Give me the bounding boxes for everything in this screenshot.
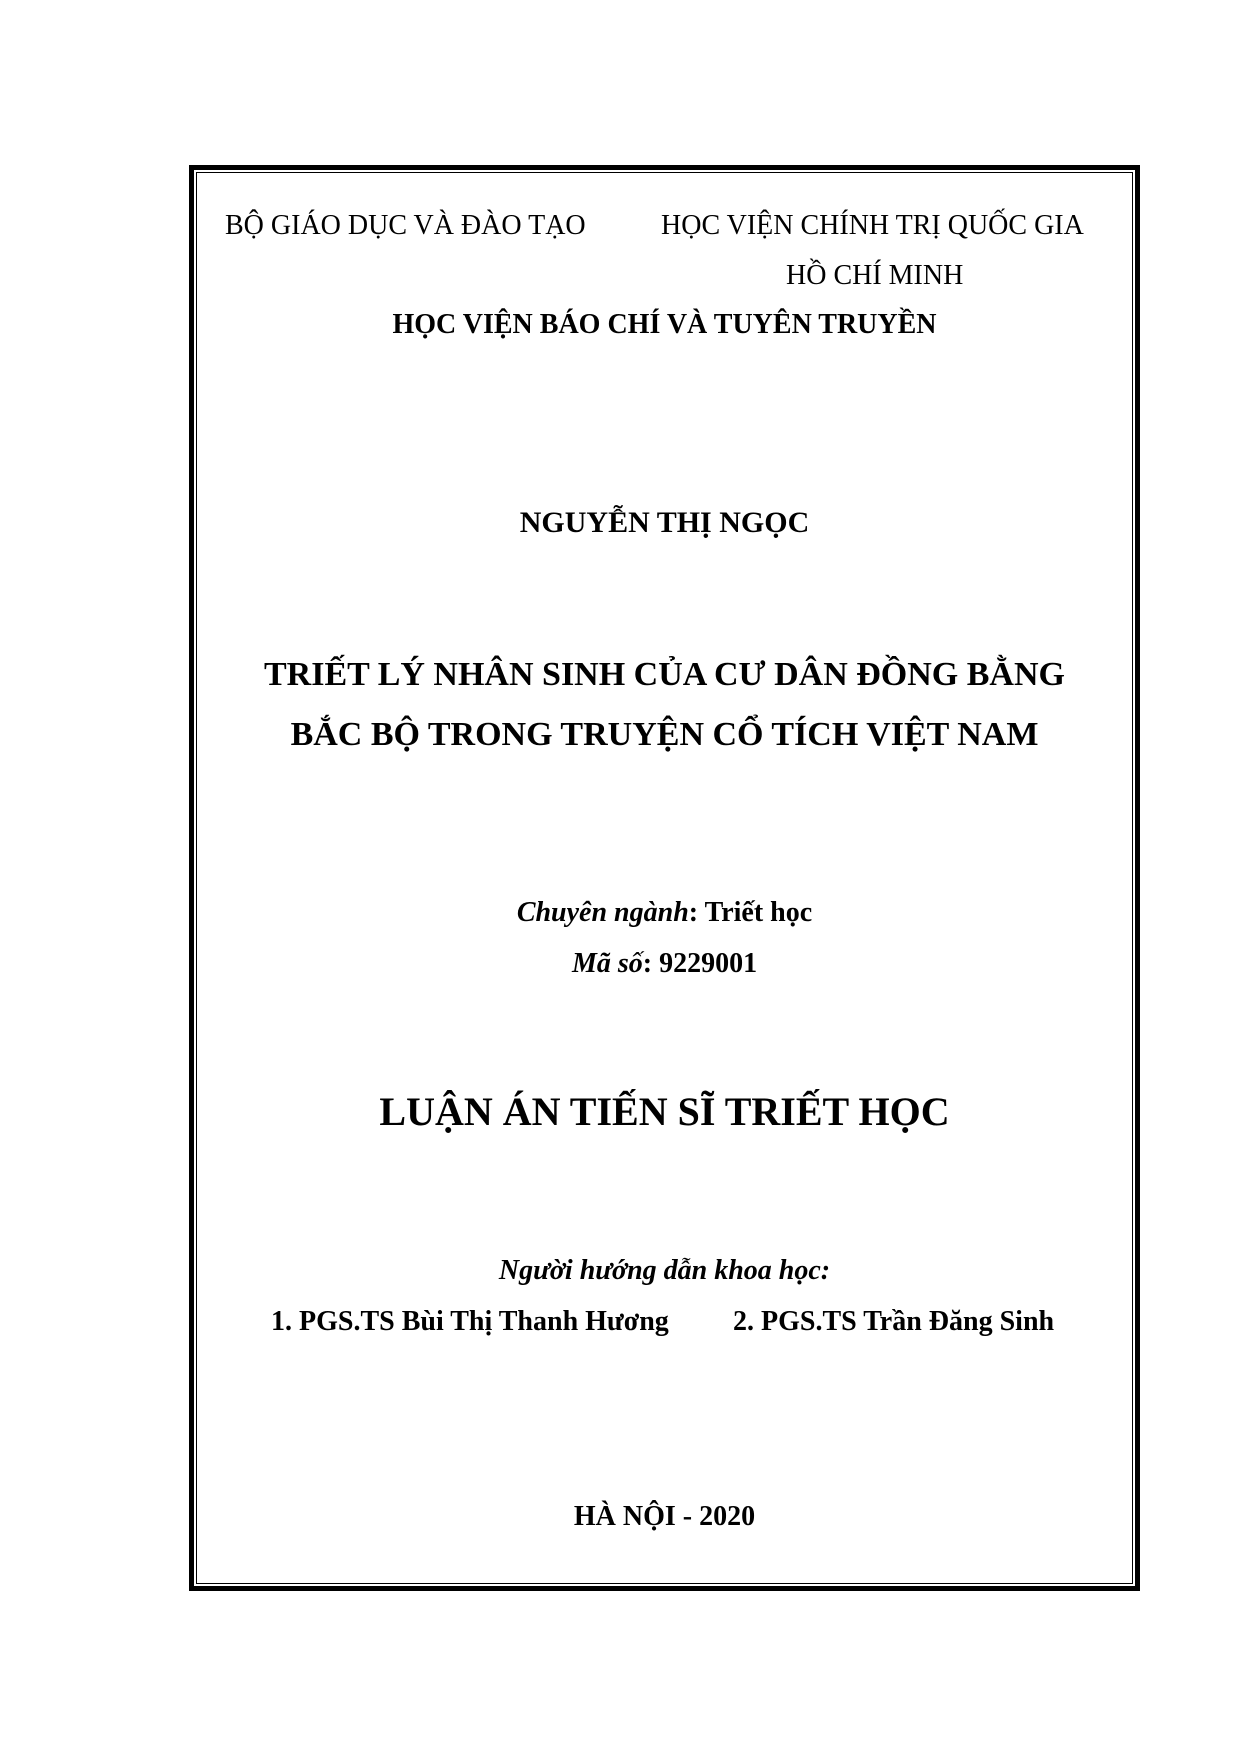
program-code-value: 9229001	[659, 948, 758, 979]
advisor-second: 2. PGS.TS Trần Đăng Sinh	[733, 1306, 1055, 1337]
specialization-label: Chuyên ngành	[516, 897, 689, 928]
thesis-title-line2: BẮC BỘ TRONG TRUYỆN CỔ TÍCH VIỆT NAM	[290, 716, 1039, 753]
advisors-label: Người hướng dẫn khoa học:	[498, 1255, 831, 1286]
program-code-separator: :	[642, 948, 660, 979]
specialization-separator: :	[688, 897, 705, 928]
degree-title: LUẬN ÁN TIẾN SĨ TRIẾT HỌC	[379, 1089, 950, 1134]
specialization	[196, 899, 1133, 927]
specialization-value: Triết học	[704, 897, 813, 928]
thesis-title-line1: TRIẾT LÝ NHÂN SINH CỦA CƯ DÂN ĐỒNG BẰNG	[264, 656, 1065, 693]
author-name: NGUYỄN THỊ NGỌC	[519, 506, 810, 539]
academy-name-line2: HỒ CHÍ MINH	[786, 260, 964, 291]
program-code-label: Mã số	[571, 948, 643, 979]
ministry-name: BỘ GIÁO DỤC VÀ ĐÀO TẠO	[225, 210, 586, 241]
cover-border-inner	[196, 172, 1133, 1584]
academy-name-line1: HỌC VIỆN CHÍNH TRỊ QUỐC GIA	[661, 210, 1084, 241]
advisor-first: 1. PGS.TS Bùi Thị Thanh Hương	[271, 1306, 669, 1337]
school-name: HỌC VIỆN BÁO CHÍ VÀ TUYÊN TRUYỀN	[392, 309, 937, 340]
program-code	[196, 950, 1133, 978]
place-and-year: HÀ NỘI - 2020	[573, 1501, 756, 1532]
